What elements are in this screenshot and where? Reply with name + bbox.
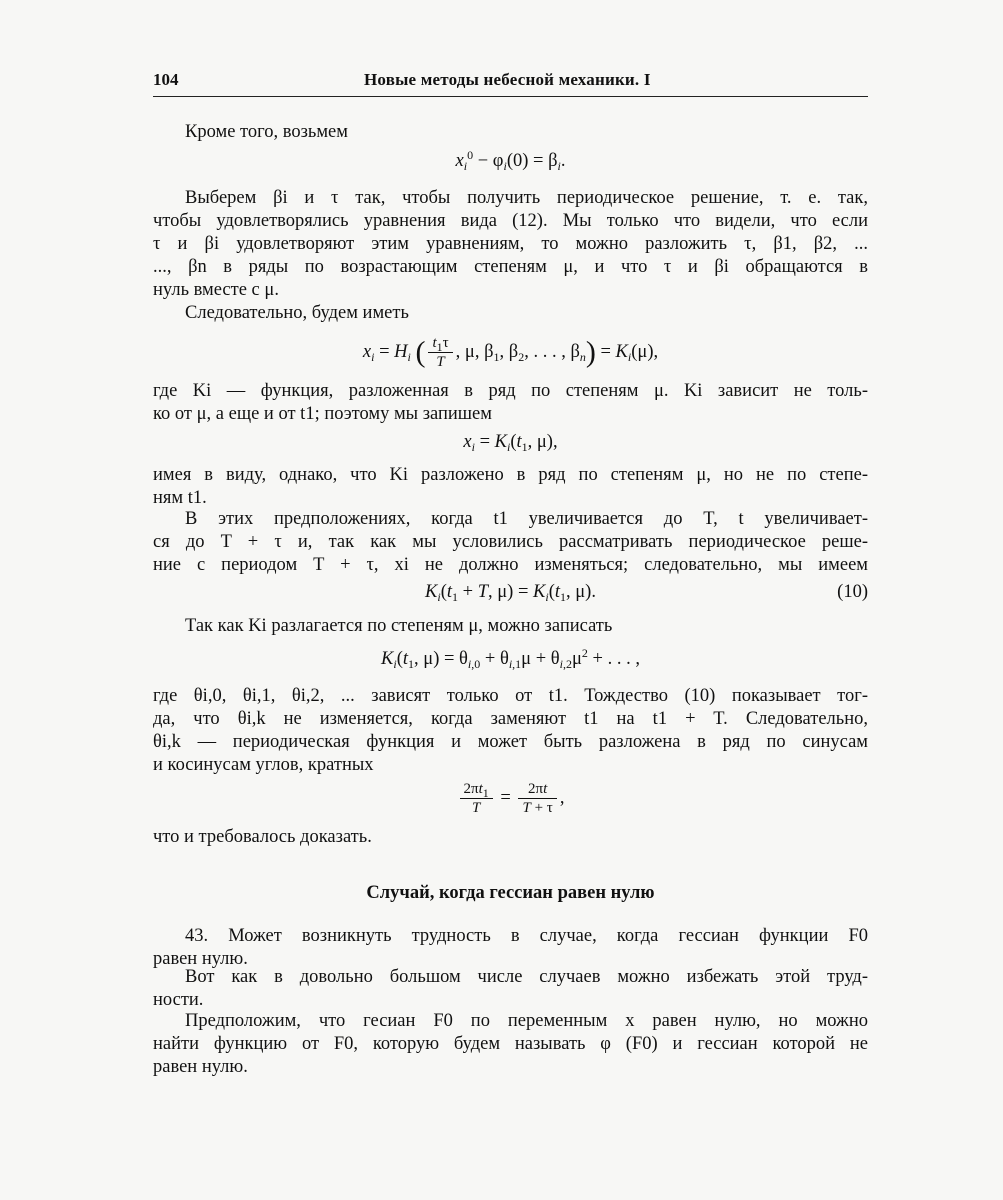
equation-10-label: (10) (837, 582, 868, 602)
paragraph-2-line-2: чтобы удовлетворялись уравнения вида (12). Мы только что видели, что если (153, 211, 868, 231)
paragraph-6-line-1: В этих предположениях, когда t1 увеличивается до T, t увеличивает- (185, 509, 868, 529)
equation-10: $K_i(t_1 + T$, $\mu) = K_i(t_1$, μ). (425, 582, 596, 604)
page-number: 104 (153, 70, 179, 89)
paragraph-8-line-3: θi,k — периодическая функция и может быть разложена в ряд по синусам (153, 732, 868, 752)
equation-fraction: $\frac{2\pi t_1}{T}$ = $\frac{2\pi t}{T + \tau}$ , (153, 780, 868, 817)
section-title: Случай, когда гессиан равен нулю (366, 883, 655, 903)
paragraph-11-line-1: Вот как в довольно большом числе случаев можно избежать этой труд- (185, 967, 868, 987)
equation-beta: $x_i^0 - \varphi_i(0) = \beta_i$. (455, 148, 566, 173)
paragraph-5-line-1: имея в виду, однако, что Ki разложено в ряд по степеням μ, но не по степе- (153, 465, 868, 485)
paragraph-7: Так как Ki разлагается по степеням μ, можно записать (185, 616, 613, 636)
paragraph-9: что и требовалось доказать. (153, 827, 372, 847)
paragraph-5-line-2: ням t1. (153, 488, 207, 508)
equation-H: $x_i = H_i$ ( $\frac{t_1\tau}{T}$ , μ, $\beta_1$, $\beta_2$, . . . , $\beta_n) = K_i(\mu)$, (362, 335, 659, 370)
paragraph-1: Кроме того, возьмем (185, 122, 348, 142)
paragraph-3: Следовательно, будем иметь (185, 303, 409, 323)
equation-theta: $K_i(t_1$, $\mu) = \theta_{i,0} + \theta_{i,1}\mu + \theta_{i,2}\mu^2$ + . . . , (381, 646, 640, 671)
paragraph-2-line-3: τ и βi удовлетворяют этим уравнениям, то можно разложить τ, β1, β2, ... (153, 234, 868, 254)
page-header (153, 70, 868, 97)
equation-K: $x_i = K_i(t_1$, μ), (463, 432, 558, 454)
paragraph-8-line-2: да, что θi,k не изменяется, когда заменяют t1 на t1 + T. Следовательно, (153, 709, 868, 729)
paragraph-2-line-1: Выберем βi и τ так, чтобы получить периодическое решение, т. е. так, (185, 188, 868, 208)
paragraph-8-line-1: где θi,0, θi,1, θi,2, ... зависят только от t1. Тождество (10) показывает тог- (153, 686, 868, 706)
paragraph-10-line-2: равен нулю. (153, 949, 248, 969)
paragraph-4-line-1: где Ki — функция, разложенная в ряд по степеням μ. Ki зависит не толь- (153, 381, 868, 401)
paragraph-12-line-2: найти функцию от F0, которую будем называть φ (F0) и гессиан которой не (153, 1034, 868, 1054)
running-title: Новые методы небесной механики. I (364, 70, 651, 89)
paragraph-2-line-5: нуль вместе с μ. (153, 280, 279, 300)
paragraph-2-line-4: ..., βn в ряды по возрастающим степеням μ, и что τ и βi обращаются в (153, 257, 868, 277)
paragraph-6-line-3: ние с периодом T + τ, xi не должно изменяться; следовательно, мы имеем (153, 555, 868, 575)
paragraph-6-line-2: ся до T + τ и, так как мы условились рассматривать периодическое реше- (153, 532, 868, 552)
paragraph-8-line-4: и косинусам углов, кратных (153, 755, 374, 775)
paragraph-11-line-2: ности. (153, 990, 204, 1010)
paragraph-12-line-1: Предположим, что гесиан F0 по переменным x равен нулю, но можно (185, 1011, 868, 1031)
paragraph-4-line-2: ко от μ, а еще и от t1; поэтому мы запишем (153, 404, 492, 424)
paragraph-12-line-3: равен нулю. (153, 1057, 248, 1077)
paragraph-10-line-1: 43. Может возникнуть трудность в случае, когда гессиан функции F0 (185, 926, 868, 946)
